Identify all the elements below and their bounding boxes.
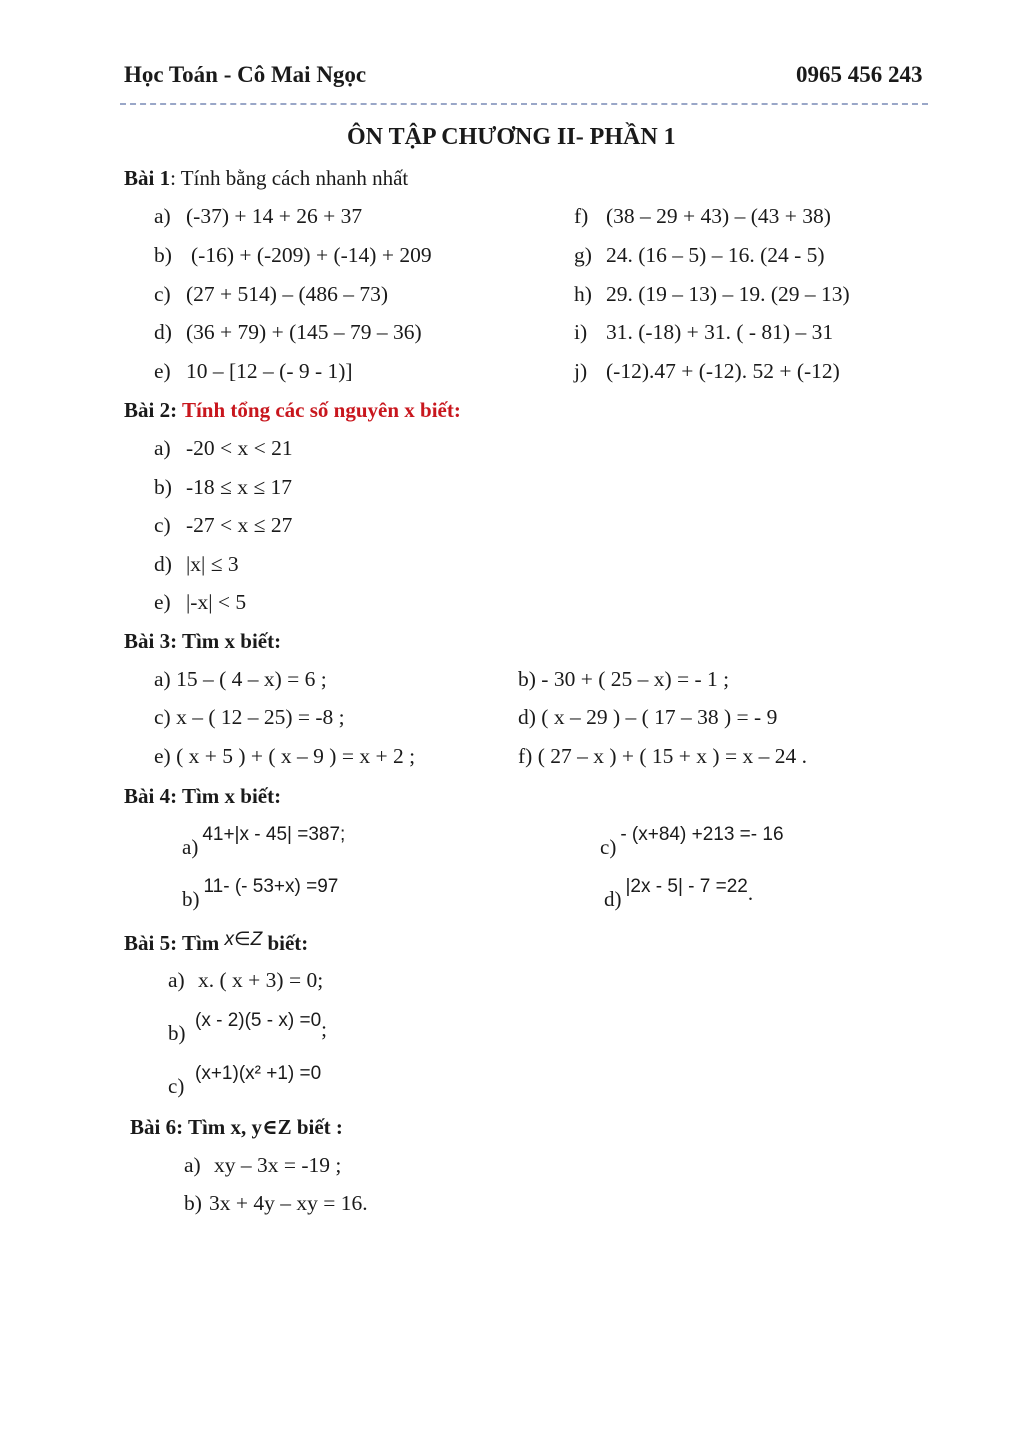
page-title: ÔN TẬP CHƯƠNG II- PHẦN 1 [347, 124, 676, 150]
bai1-item-b: b) (-16) + (-209) + (-14) + 209 [154, 243, 432, 267]
bai3-item-d: d) ( x – 29 ) – ( 17 – 38 ) = - 9 [518, 705, 778, 729]
header-divider [120, 103, 928, 105]
bai5-item-a: a) x. ( x + 3) = 0; [168, 968, 324, 992]
bai2-heading: Bài 2: Tính tổng các số nguyên x biết: [124, 398, 461, 422]
bai3-item-f: f) ( 27 – x ) + ( 15 + x ) = x – 24 . [518, 744, 807, 768]
header-phone: 0965 456 243 [796, 62, 923, 87]
bai2-item-e: e) |-x| < 5 [154, 590, 247, 614]
bai1-item-f: f) (38 – 29 + 43) – (43 + 38) [574, 204, 831, 228]
bai1-item-d: d) (36 + 79) + (145 – 79 – 36) [154, 320, 422, 344]
bai3-text: : Tìm x biết: [170, 629, 282, 653]
bai4-item-d: d) |2x - 5| - 7 =22. [604, 876, 754, 911]
bai5-heading: Bài 5: Tìm x∈Z biết: [124, 929, 309, 955]
bai1-item-c: c) (27 + 514) – (486 – 73) [154, 282, 389, 306]
bai5-math: x∈Z [224, 929, 263, 950]
bai3-item-c: c) x – ( 12 – 25) = -8 ; [154, 705, 345, 729]
bai6-item-b: b) 3x + 4y – xy = 16. [184, 1191, 368, 1215]
bai1-text: : Tính bằng cách nhanh nhất [170, 166, 409, 190]
bai5-item-b: b)(x - 2)(5 - x) =0; [168, 1010, 327, 1045]
bai5-item-c: c)(x+1)(x² +1) =0 [168, 1063, 322, 1098]
bai2-item-c: c) -27 < x ≤ 27 [154, 513, 293, 537]
bai2-item-b: b) -18 ≤ x ≤ 17 [154, 475, 293, 499]
bai4-item-c: c) - (x+84) +213 =- 16 [600, 824, 784, 859]
header-author: Học Toán - Cô Mai Ngọc [124, 62, 367, 87]
bai1-item-j: j) (-12).47 + (-12). 52 + (-12) [574, 359, 840, 383]
bai2-label: Bài 2 [124, 398, 171, 422]
bai3-item-e: e) ( x + 5 ) + ( x – 9 ) = x + 2 ; [154, 744, 416, 768]
bai1-item-a: a) (-37) + 14 + 26 + 37 [154, 204, 363, 228]
bai2-item-a: a) -20 < x < 21 [154, 436, 293, 460]
bai1-item-h: h) 29. (19 – 13) – 19. (29 – 13) [574, 282, 850, 306]
bai1-heading [124, 166, 408, 191]
bai3-heading [124, 629, 281, 654]
bai1-label: Bài 1 [124, 166, 171, 190]
bai3-item-b: b) - 30 + ( 25 – x) = - 1 ; [518, 667, 730, 691]
bai3-label: Bài 3 [124, 629, 171, 653]
bai2-item-d: d) |x| ≤ 3 [154, 552, 239, 576]
bai2-text: Tính tổng các số nguyên x biết: [181, 398, 461, 422]
bai4-item-b: b) 11- (- 53+x) =97 [182, 876, 339, 911]
bai1-item-i: i) 31. (-18) + 31. ( - 81) – 31 [574, 320, 834, 344]
bai6-heading: Bài 6: Tìm x, y∈Z biết : [130, 1115, 343, 1139]
bai1-item-g: g) 24. (16 – 5) – 16. (24 - 5) [574, 243, 825, 267]
bai3-item-a: a) 15 – ( 4 – x) = 6 ; [154, 667, 327, 691]
bai1-item-e: e) 10 – [12 – (- 9 - 1)] [154, 359, 353, 383]
bai4-heading: Bài 4: Tìm x biết: [124, 784, 282, 808]
bai4-item-a: a) 41+|x - 45| =387; [182, 824, 346, 859]
bai6-item-a: a) xy – 3x = -19 ; [184, 1153, 342, 1177]
